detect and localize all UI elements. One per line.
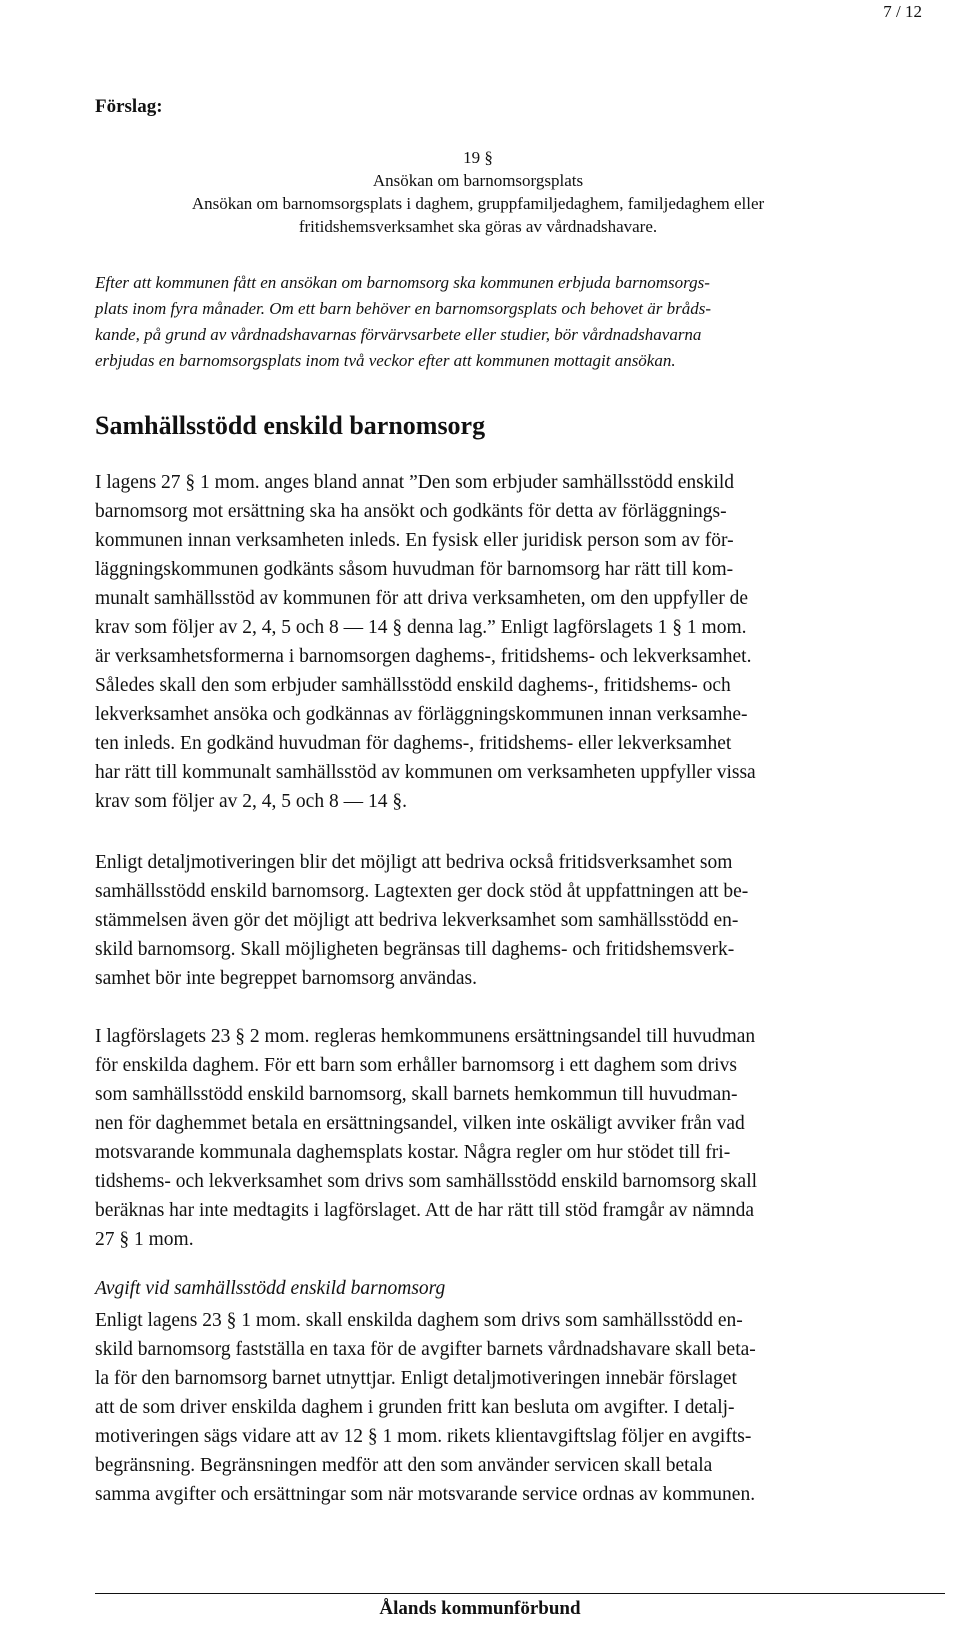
text-line: erbjudas en barnomsorgsplats inom två veckor efter att kommunen mottagit ansökan.	[95, 351, 676, 370]
proposal-block	[95, 146, 861, 238]
paragraph-3	[95, 1022, 955, 1254]
text-line: motiveringen sägs vidare att av 12 § 1 mom. rikets klientavgiftslag följer en avgifts-	[95, 1426, 752, 1447]
text-line: har rätt till kommunalt samhällsstöd av kommunen om verksamheten uppfyller vissa	[95, 762, 756, 783]
footer-organization: Ålands kommunförbund	[379, 1598, 581, 1619]
text-line: kande, på grund av vårdnadshavarnas förvärvsarbete eller studier, bör vårdnadshavarna	[95, 325, 702, 344]
proposal-line: fritidshemsverksamhet ska göras av vårdnadshavare.	[298, 217, 658, 236]
text-line: kommunen innan verksamheten inleds. En fysisk eller juridisk person som av för-	[95, 530, 734, 551]
paragraph-2	[95, 848, 955, 993]
text-line: plats inom fyra månader. Om ett barn behöver en barnomsorgsplats och behovet är bråds-	[95, 299, 712, 318]
text-line: munalt samhällsstöd av kommunen för att driva verksamheten, om den uppfyller de	[95, 588, 749, 609]
text-line: för enskilda daghem. För ett barn som erhåller barnomsorg i ett daghem som drivs	[95, 1055, 737, 1076]
proposal-heading: Förslag:	[95, 96, 163, 117]
proposal-line: Ansökan om barnomsorgsplats	[372, 171, 584, 190]
text-line: att de som driver enskilda daghem i grunden fritt kan besluta om avgifter. I detalj-	[95, 1397, 735, 1418]
footer-divider	[95, 1593, 945, 1594]
proposal-line: Ansökan om barnomsorgsplats i daghem, gruppfamiljedaghem, familjedaghem eller	[191, 194, 765, 213]
text-line: krav som följer av 2, 4, 5 och 8 — 14 § denna lag.” Enligt lagförslagets 1 § 1 mom.	[95, 617, 747, 638]
text-line: Enligt detaljmotiveringen blir det möjligt att bedriva också fritidsverksamhet som	[95, 852, 733, 873]
text-line: skild barnomsorg fastställa en taxa för de avgifter barnets vårdnadshavare skall beta-	[95, 1339, 756, 1360]
text-line: krav som följer av 2, 4, 5 och 8 — 14 §.	[95, 791, 407, 812]
paragraph-1	[95, 468, 955, 816]
text-line: lekverksamhet ansöka och godkännas av förläggningskommunen innan verksamhe-	[95, 704, 748, 725]
text-line: som samhällsstödd enskild barnomsorg, skall barnets hemkommun till huvudman-	[95, 1084, 738, 1105]
paragraph-4	[95, 1306, 955, 1509]
text-line: Efter att kommunen fått en ansökan om barnomsorg ska kommunen erbjuda barnomsorgs-	[95, 273, 710, 292]
text-line: begränsning. Begränsningen medför att den som använder servicen skall betala	[95, 1455, 713, 1476]
page-number: 7 / 12	[883, 2, 922, 21]
text-line: samhällsstödd enskild barnomsorg. Lagtexten ger dock stöd åt uppfattningen att be-	[95, 881, 749, 902]
text-line: motsvarande kommunala daghemsplats kostar. Några regler om hur stödet till fri-	[95, 1142, 731, 1163]
text-line: samhet bör inte begreppet barnomsorg användas.	[95, 968, 477, 989]
text-line: 27 § 1 mom.	[95, 1229, 194, 1250]
text-line: Enligt lagens 23 § 1 mom. skall enskilda daghem som drivs som samhällsstödd en-	[95, 1310, 743, 1331]
text-line: är verksamhetsformerna i barnomsorgen daghems-, fritidshems- och lekverksamhet.	[95, 646, 752, 667]
proposal-line: 19 §	[463, 148, 493, 167]
section-heading: Samhällsstödd enskild barnomsorg	[95, 411, 486, 440]
text-line: beräknas har inte medtagits i lagförslaget. Att de har rätt till stöd framgår av nämnda	[95, 1200, 754, 1221]
text-line: la för den barnomsorg barnet utnyttjar. Enligt detaljmotiveringen innebär förslaget	[95, 1368, 737, 1389]
text-line: samma avgifter och ersättningar som när motsvarande service ordnas av kommunen.	[95, 1484, 756, 1505]
text-line: I lagförslagets 23 § 2 mom. regleras hemkommunens ersättningsandel till huvudman	[95, 1026, 756, 1047]
text-line: skild barnomsorg. Skall möjligheten begränsas till daghems- och fritidshemsverk-	[95, 939, 735, 960]
italic-paragraph	[95, 270, 955, 374]
text-line: nen för daghemmet betala en ersättningsandel, vilken inte oskäligt avviker från vad	[95, 1113, 745, 1134]
text-line: Således skall den som erbjuder samhällsstödd enskild daghems-, fritidshems- och	[95, 675, 731, 696]
text-line: barnomsorg mot ersättning ska ha ansökt och godkänts för detta av förläggnings-	[95, 501, 727, 522]
text-line: läggningskommunen godkänts såsom huvudman för barnomsorg har rätt till kom-	[95, 559, 734, 580]
text-line: I lagens 27 § 1 mom. anges bland annat ”Den som erbjuder samhällsstödd enskild	[95, 472, 735, 493]
text-line: stämmelsen även gör det möjligt att bedriva lekverksamhet som samhällsstödd en-	[95, 910, 739, 931]
sub-heading: Avgift vid samhällsstödd enskild barnomsorg	[95, 1278, 446, 1299]
text-line: tidshems- och lekverksamhet som drivs som samhällsstödd enskild barnomsorg skall	[95, 1171, 758, 1192]
text-line: ten inleds. En godkänd huvudman för daghems-, fritidshems- eller lekverksamhet	[95, 733, 732, 754]
